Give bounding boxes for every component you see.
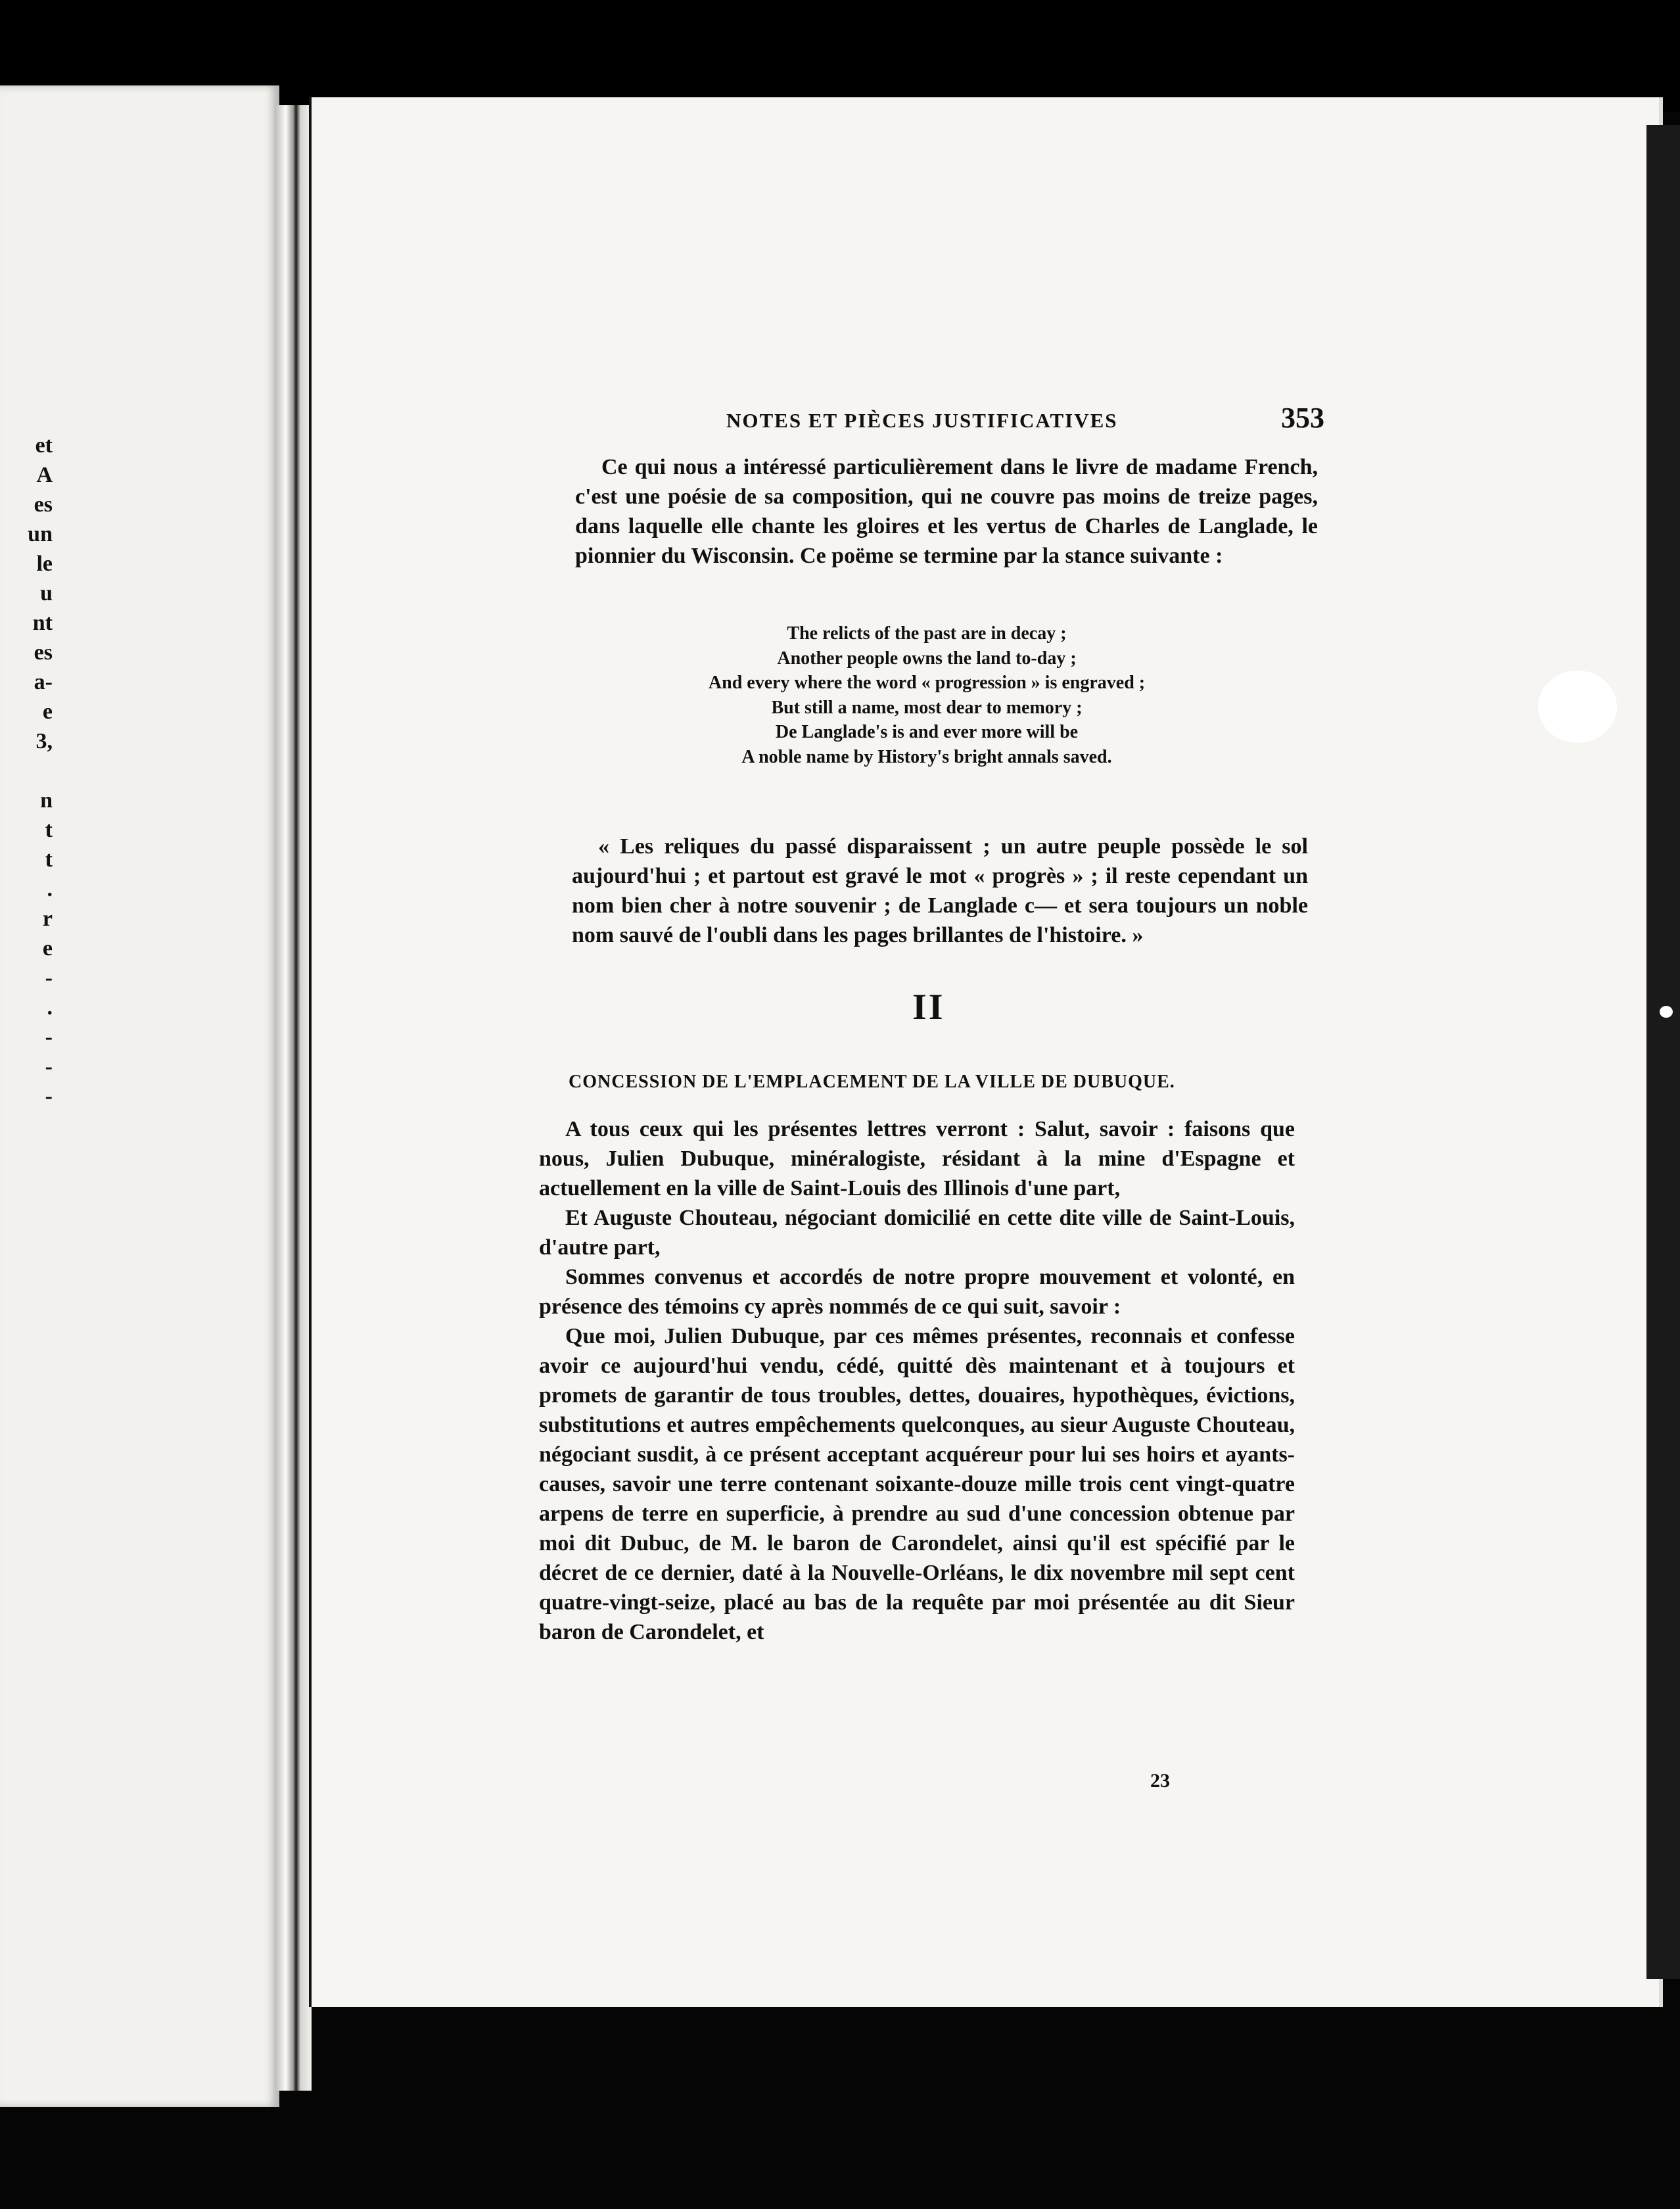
poem-line: A noble name by History's bright annals saved. xyxy=(741,746,1112,767)
left-fragment: n xyxy=(40,788,53,813)
body-paragraph: Que moi, Julien Dubuque, par ces mêmes présentes, reconnais et confesse avoir ce aujourd'hui vendu, cédé, quitté dès maintenant et à toujours et promets de garantir de tous troubles, dettes, douaires, hypothèques, évictions, substitutions et autres empêchements quelconques, au sieur Auguste Chouteau, négociant susdit, à ce présent acceptant acquéreur pour lui ses hoirs et ayants-causes, savoir une terre contenant soixante-douze mille trois cent vingt-quatre arpens de terre en superficie, à prendre au sud d'une concession obtenue par moi dit Dubuc, de M. le baron de Carondelet, ainsi qu'il est spécifié par le décret de ce dernier, daté à la Nouvelle-Orléans, le dix novembre mil sept cent quatre-vingt-seize, placé au bas de la requête par moi présentée au dit Sieur baron de Carondelet, et xyxy=(539,1324,1295,1644)
left-fragment: e xyxy=(42,700,53,724)
section-title: CONCESSION DE L'EMPLACEMENT DE LA VILLE DE DUBUQUE. xyxy=(569,1072,1175,1092)
poem-line: De Langlade's is and ever more will be xyxy=(775,722,1079,742)
concession-body xyxy=(539,1114,1295,1647)
left-fragment: - xyxy=(45,966,53,990)
book-gutter xyxy=(275,105,312,2091)
left-fragment: nt xyxy=(32,611,53,635)
body-paragraph: A tous ceux qui les présentes lettres verront : Salut, savoir : faisons que nous, Julien Dubuque, minéralogiste, résidant à la mine d'Espagne et actuellement en la ville de Saint-Louis des Illinois d'une part, xyxy=(539,1117,1295,1200)
poem-line: The relicts of the past are in decay ; xyxy=(787,623,1067,644)
paper-speck xyxy=(1660,1006,1673,1018)
left-fragment: et xyxy=(35,433,53,458)
running-head: NOTES ET PIÈCES JUSTIFICATIVES xyxy=(726,409,1118,432)
left-fragment xyxy=(0,756,53,786)
left-fragment: . xyxy=(47,995,53,1020)
left-fragment: e xyxy=(42,936,53,961)
paragraph-2 xyxy=(572,832,1308,950)
right-page xyxy=(309,97,1659,2007)
left-fragment: - xyxy=(45,1055,53,1079)
body-paragraph: Sommes convenus et accordés de notre propre mouvement et volonté, en présence des témoins cy après nommés de ce qui suit, savoir : xyxy=(539,1265,1295,1319)
paragraph-1-text: Ce qui nous a intéressé particulièrement dans le livre de madame French, c'est une poésie de sa composition, qui ne couvre pas moins de treize pages, dans laquelle elle chante les gloires et les vertus de Charles de Langlade, le pionnier du Wisconsin. Ce poëme se termine par la stance suivante : xyxy=(575,455,1318,568)
poem-line: Another people owns the land to-day ; xyxy=(777,648,1077,669)
left-fragment: es xyxy=(34,492,53,517)
scan-right-margin xyxy=(1646,125,1680,1979)
poem-line: And every where the word « progression » is engraved ; xyxy=(708,673,1146,693)
left-fragment: u xyxy=(40,581,53,606)
left-fragment: . xyxy=(47,877,53,901)
poem-stanza xyxy=(664,621,1190,769)
page-number: 353 xyxy=(1281,402,1324,434)
section-numeral: II xyxy=(912,987,945,1028)
left-fragment: - xyxy=(45,1084,53,1108)
left-fragment: t xyxy=(45,847,53,872)
left-page-text-fragments xyxy=(0,431,53,1111)
signature-mark: 23 xyxy=(1150,1770,1170,1792)
body-paragraph: Et Auguste Chouteau, négociant domicilié en cette dite ville de Saint-Louis, d'autre part, xyxy=(539,1206,1295,1260)
left-fragment: es xyxy=(34,640,53,665)
left-fragment: r xyxy=(42,907,53,931)
left-fragment: un xyxy=(28,522,53,546)
left-fragment: - xyxy=(45,1025,53,1049)
paragraph-2-text: « Les reliques du passé disparaissent ; un autre peuple possède le sol aujourd'hui ; et partout est gravé le mot « progrès » ; il reste cependant un nom bien cher à notre souvenir ; de Langlade c— et sera toujours un noble nom sauvé de l'oubli dans les pages brillantes de l'histoire. » xyxy=(572,834,1308,947)
left-fragment: le xyxy=(36,552,53,576)
left-fragment: a- xyxy=(34,670,53,694)
poem-line: But still a name, most dear to memory ; xyxy=(771,697,1083,718)
left-fragment: 3, xyxy=(35,729,53,753)
paragraph-1 xyxy=(575,452,1318,571)
paper-speck xyxy=(1538,671,1617,743)
left-fragment: t xyxy=(45,818,53,842)
left-fragment: A xyxy=(36,463,53,487)
